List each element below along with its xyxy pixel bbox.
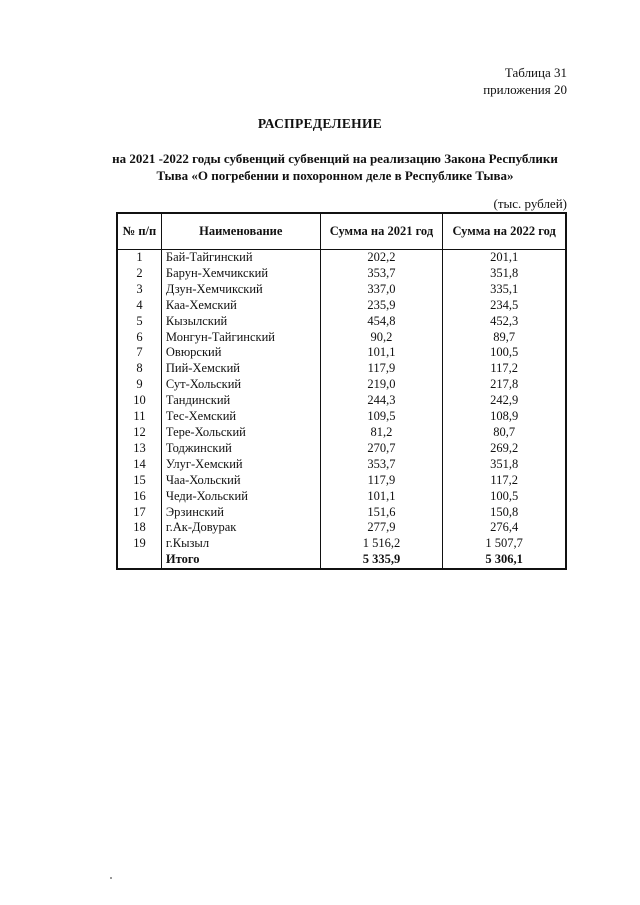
sum-2022: 150,8 [443,505,566,521]
table-row [117,409,566,425]
municipality-name: Барун-Хемчикский [161,266,320,282]
row-number: 2 [117,266,161,282]
table-row [117,489,566,505]
subtitle-line-2: Тыва «О погребении и похоронном деле в Республике Тыва» [156,168,514,183]
scan-speck [110,877,112,879]
table-row [117,345,566,361]
sum-2021: 244,3 [320,393,443,409]
sum-2021: 277,9 [320,520,443,536]
total-sum-2021: 5 335,9 [320,552,443,569]
municipality-name: Чаа-Хольский [161,473,320,489]
table-row [117,473,566,489]
table-row [117,377,566,393]
municipality-name: Тес-Хемский [161,409,320,425]
table-row [117,298,566,314]
subtitle-line-1: на 2021 -2022 годы субвенций субвенций на реализацию Закона Республики [112,151,558,166]
row-number: 14 [117,457,161,473]
sum-2022: 269,2 [443,441,566,457]
sum-2022: 351,8 [443,457,566,473]
row-number: 8 [117,361,161,377]
appendix-number: приложения 20 [483,82,567,97]
municipality-name: Пий-Хемский [161,361,320,377]
document-heading: РАСПРЕДЕЛЕНИЕ [257,116,383,131]
row-number: 10 [117,393,161,409]
total-row [117,552,566,569]
sum-2021: 337,0 [320,282,443,298]
row-number: 9 [117,377,161,393]
municipality-name: Бай-Тайгинский [161,250,320,266]
row-number: 13 [117,441,161,457]
table-row [117,505,566,521]
row-number: 15 [117,473,161,489]
municipality-name: Сут-Хольский [161,377,320,393]
sum-2021: 101,1 [320,345,443,361]
municipality-name: Тандинский [161,393,320,409]
sum-2021: 117,9 [320,473,443,489]
municipality-name: Кызылский [161,314,320,330]
table-row [117,457,566,473]
sum-2021: 235,9 [320,298,443,314]
row-number: 17 [117,505,161,521]
sum-2021: 109,5 [320,409,443,425]
header-number: № п/п [117,213,161,250]
sum-2022: 242,9 [443,393,566,409]
sum-2022: 1 507,7 [443,536,566,552]
header-sum-2021: Сумма на 2021 год [320,213,443,250]
row-number: 1 [117,250,161,266]
sum-2022: 89,7 [443,330,566,346]
sum-2021: 202,2 [320,250,443,266]
table-row [117,425,566,441]
row-number: 4 [117,298,161,314]
sum-2021: 270,7 [320,441,443,457]
row-number: 3 [117,282,161,298]
sum-2022: 108,9 [443,409,566,425]
municipality-name: Монгун-Тайгинский [161,330,320,346]
row-number: 16 [117,489,161,505]
total-sum-2022: 5 306,1 [443,552,566,569]
table-row [117,393,566,409]
sum-2022: 117,2 [443,361,566,377]
sum-2022: 335,1 [443,282,566,298]
units-note: (тыс. рублей) [493,196,567,211]
row-number: 18 [117,520,161,536]
distribution-table [116,212,567,570]
row-number: 7 [117,345,161,361]
row-number: 11 [117,409,161,425]
header-name: Наименование [161,213,320,250]
table-row [117,520,566,536]
municipality-name: Улуг-Хемский [161,457,320,473]
sum-2022: 452,3 [443,314,566,330]
municipality-name: Дзун-Хемчикский [161,282,320,298]
municipality-name: Тере-Хольский [161,425,320,441]
sum-2021: 151,6 [320,505,443,521]
sum-2021: 90,2 [320,330,443,346]
sum-2021: 353,7 [320,457,443,473]
municipality-name: Овюрский [161,345,320,361]
row-number: 19 [117,536,161,552]
sum-2022: 234,5 [443,298,566,314]
sum-2022: 100,5 [443,345,566,361]
municipality-name: Чеди-Хольский [161,489,320,505]
municipality-name: Тоджинский [161,441,320,457]
sum-2022: 80,7 [443,425,566,441]
municipality-name: г.Ак-Довурак [161,520,320,536]
sum-2021: 454,8 [320,314,443,330]
total-municipality-name: Итого [161,552,320,569]
table-header-row [117,213,566,250]
table-reference [483,64,567,98]
municipality-name: Эрзинский [161,505,320,521]
table-row [117,314,566,330]
table-row [117,330,566,346]
sum-2022: 217,8 [443,377,566,393]
sum-2021: 101,1 [320,489,443,505]
sum-2021: 1 516,2 [320,536,443,552]
table-row [117,536,566,552]
total-row-number [117,552,161,569]
sum-2022: 351,8 [443,266,566,282]
sum-2021: 81,2 [320,425,443,441]
row-number: 12 [117,425,161,441]
sum-2022: 100,5 [443,489,566,505]
municipality-name: г.Кызыл [161,536,320,552]
sum-2021: 219,0 [320,377,443,393]
sum-2021: 353,7 [320,266,443,282]
table-body [117,250,566,570]
table-row [117,250,566,266]
row-number: 6 [117,330,161,346]
sum-2022: 276,4 [443,520,566,536]
row-number: 5 [117,314,161,330]
table-row [117,361,566,377]
table-row [117,266,566,282]
sum-2022: 201,1 [443,250,566,266]
table-row [117,441,566,457]
table-number: Таблица 31 [504,65,567,80]
document-subtitle [95,150,575,184]
table-row [117,282,566,298]
municipality-name: Каа-Хемский [161,298,320,314]
header-sum-2022: Сумма на 2022 год [443,213,566,250]
sum-2022: 117,2 [443,473,566,489]
sum-2021: 117,9 [320,361,443,377]
